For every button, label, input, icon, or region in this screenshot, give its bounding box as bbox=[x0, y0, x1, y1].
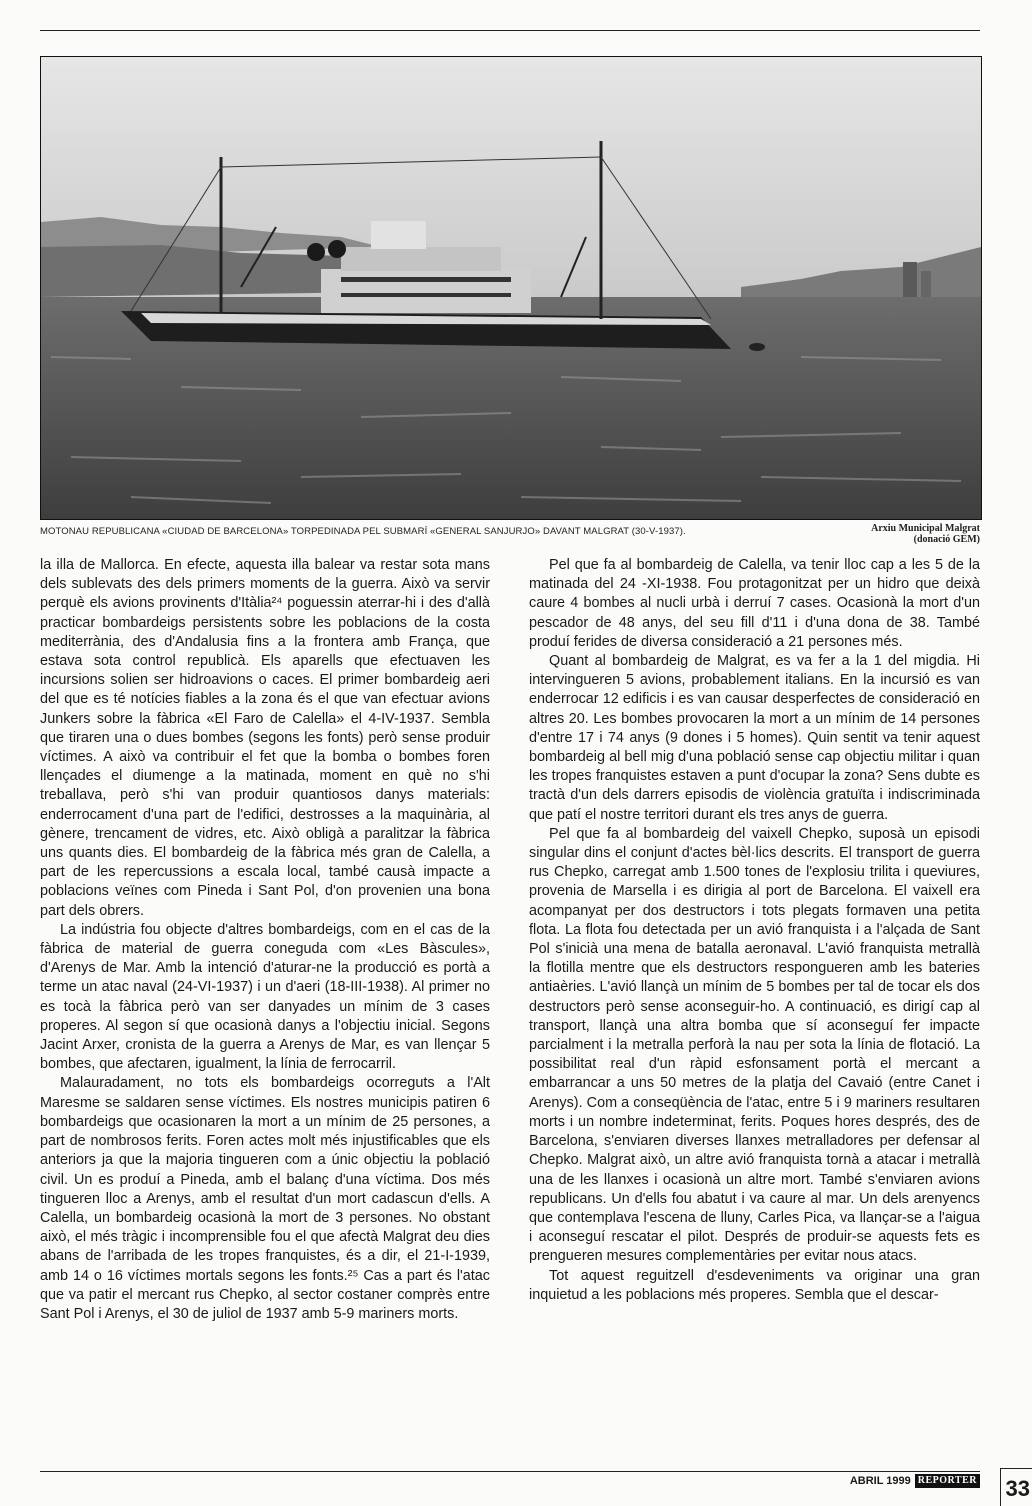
ship-photo bbox=[40, 56, 982, 520]
left-paragraph-1: la illa de Mallorca. En efecte, aquesta illa balear va restar sota mans dels sublevats des dels primers moments de la guerra. Això va servir perquè els avions provinents d'Itàlia²⁴ poguessin aterrar-hi i des d'allà practicar bombardeigs persistents sobre les poblacions de la costa mediterrània, des d'Andalusia fins a la frontera amb França, que estava sota control republicà. Els aparells que efectuaven les incursions solien ser hidroavions o caces. El primer bombardeig aeri del que es té notícies fiables a la zona és el que van efectuar avions Junkers sobre la fàbrica «El Faro de Calella» el 4-IV-1937. Sembla que tiraren una o dues bombes (segons les fonts) però sense produir víctimes. A això va contribuir el fet que la bomba o bombes foren llençades el diumenge a la matinada, moment en què no s'hi treballava, però s'hi van produir quantiosos danys materials: enderrocament d'una part de l'edifici, destrosses a la maquinària, al gènere, trencament de vidres, etc. Això obligà a paralitzar la fàbrica uns quants dies. El bombardeig de la fàbrica més gran de Calella, a part de les repercussions a escala local, també causà impacte a poblacions veïnes com Pineda i Sant Pol, d'on provenien una bona part dels obrers. bbox=[40, 557, 490, 919]
top-rule bbox=[40, 30, 980, 31]
right-paragraph-1: Pel que fa al bombardeig de Calella, va tenir lloc cap a les 5 de la matinada del 24 -XI-1938. Fou protagonitzat per un hidro que deixà caure 4 bombes al nucli urbà i derruí 7 cases. Ocasionà la mort d'un pescador de 48 anys, del seu fill d'11 i d'una dona de 38. També produí ferides de diversa consideració a 21 persones més. bbox=[529, 557, 980, 650]
ship-illustration bbox=[41, 57, 981, 519]
right-paragraph-2: Quant al bombardeig de Malgrat, es va fer a la 1 del migdia. Hi intervingueren 5 avions, probablement italians. En la incursió es van enderrocar 12 edificis i es van causar desperfectes de consideració en altres 20. Les bombes provocaren la mort a un mínim de 14 persones d'entre 17 i 74 anys (9 dones i 5 homes). Quin sentit va tenir aquest bombardeig al bell mig d'una població sense cap objectiu militar i quan les tropes franquistes estaven a punt d'ocupar la zona? Sens dubte es tractà d'un dels darrers episodis de violència gratuïta i indiscriminada que patí el nostre territori durant els tres anys de guerra. bbox=[529, 653, 980, 823]
caption-text: MOTONAU REPUBLICANA «CIUDAD DE BARCELONA» TORPEDINADA PEL SUBMARÍ «GENERAL SANJURJO» DAVANT MALGRAT (30-V-1937). bbox=[40, 526, 686, 537]
page-footer bbox=[850, 1474, 980, 1488]
page-number: 33 bbox=[1005, 1476, 1030, 1501]
photo-credit bbox=[871, 523, 980, 545]
issue-date: ABRIL 1999 bbox=[849, 1475, 911, 1487]
right-column bbox=[529, 556, 980, 1305]
credit-line-2: (donació GEM) bbox=[913, 534, 980, 545]
photo-caption bbox=[40, 522, 980, 552]
left-column bbox=[40, 556, 490, 1324]
left-paragraph-3: Malauradament, no tots els bombardeigs ocorreguts a l'Alt Maresme se saldaren sense víctimes. Els nostres municipis patiren 6 bombardeigs que ocasionaren la mort a un mínim de 25 persones, a part de nombrosos ferits. Foren actes molt més injustificables que els anteriors ja que la majoria tingueren com a únic objectiu la població civil. Un es produí a Pineda, amb el balanç d'una víctima. Dos més tingueren lloc a Arenys, amb el resultat d'un mort cadascun d'ells. A Calella, un bombardeig ocasionà la mort de 3 persones. No obstant això, el més tràgic i incomprensible fou el que afectà Malgrat deu dies abans de l'arribada de les tropes franquistes, és a dir, el 21-I-1939, amb 14 o 16 víctimes mortals segons les fonts.²⁵ Cas a part és l'atac que va patir el mercant rus Chepko, al sector costaner comprès entre Sant Pol i Arenys, el 30 de juliol de 1937 amb 5-9 mariners morts. bbox=[40, 1075, 490, 1322]
credit-line-1: Arxiu Municipal Malgrat bbox=[871, 523, 980, 534]
magazine-logo: REPORTER bbox=[915, 1474, 980, 1488]
right-paragraph-4: Tot aquest reguitzell d'esdeveniments va originar una gran inquietud a les poblacions més properes. Sembla que el descar- bbox=[529, 1267, 980, 1303]
right-paragraph-3: Pel que fa al bombardeig del vaixell Chepko, suposà un episodi singular dins el conjunt d'actes bèl·lics descrits. El transport de guerra rus Chepko, carregat amb 1.500 tones de l'explosiu trilita i queviures, provenia de Marsella i es dirigia al port de Barcelona. El vaixell era acompanyat per dos destructors i tots plegats formaven una petita flota. La flota fou detectada per un avió franquista i a l'alçada de Sant Pol s'inicià una mena de batalla aeronaval. L'avió franquista metrallà la flotilla mentre que els destructors respongueren amb les bateries antiaèries. L'avió llançà un mínim de 5 bombes per tal de tocar els dos destructors però sense aconseguir-ho. A continuació, es dirigí cap al transport, llançà una altra bomba que sí aconseguí fer impacte parcialment i la metralla perforà la nau per sota la línia de flotació. La possibilitat real d'un ràpid esfonsament portà el mercant a embarrancar a uns 50 metres de la platja del Cavaió (entre Canet i Arenys). Com a conseqüència de l'atac, entre 5 i 9 mariners resultaren morts i un nombre indeterminat, ferits. Poques hores després, des de Barcelona, s'enviaren diverses llanxes metralladores per defensar al Chepko. Malgrat això, un altre avió franquista tornà a atacar i metrallà una de les llanxes i ocasionà un altre mort. També s'enviaren avions republicans. Un d'ells fou abatut i va caure al mar. Un dels arenyencs que contemplava l'escena de lluny, Carles Pica, va llançar-se a l'aigua i aconseguí rescatar el pilot. Després de produir-se aquests fets es prengueren mesures complementàries per evitar nous atacs. bbox=[529, 825, 980, 1265]
bottom-rule bbox=[40, 1471, 980, 1472]
left-paragraph-2: La indústria fou objecte d'altres bombardeigs, com en el cas de la fàbrica de material de guerra coneguda com «Les Bàscules», d'Arenys de Mar. Amb la intenció d'aturar-ne la producció es portà a terme un atac naval (24-VI-1937) i un d'aeri (18-III-1938). Al primer no es tocà la fàbrica però van ser danyades un mínim de 3 cases properes. Al segon sí que ocasionà danys a l'objectiu inicial. Segons Jacint Arxer, cronista de la guerra a Arenys de Mar, es van llençar 5 bombes, que afectaren, igualment, la línia de ferrocarril. bbox=[40, 921, 490, 1073]
